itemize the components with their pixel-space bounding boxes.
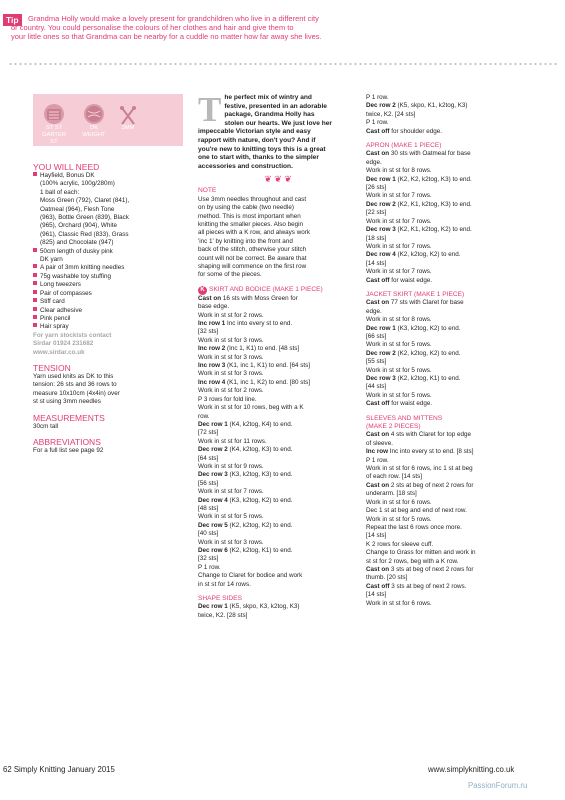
instruction-line: Dec row 1 (K4, k2tog, K4) to end.: [198, 420, 293, 428]
instruction-line: in st st for 14 rows.: [198, 580, 251, 588]
instruction-line: Cast on 16 sts with Moss Green for: [198, 294, 298, 302]
instruction-line: Inc row 4 (K1, inc 1, K2) to end. [80 sts]: [198, 378, 310, 386]
jacket-instructions: [366, 299, 531, 408]
instruction-line: [72 sts]: [198, 429, 219, 437]
dotted-divider: [8, 62, 558, 66]
text-line: method. This is most important when: [198, 212, 301, 220]
text-line: all pieces with a K row, and always work: [198, 229, 310, 237]
materials-line: 75g washable toy stuffing: [33, 273, 183, 281]
instruction-line: K 2 rows for sleeve cuff.: [366, 540, 434, 548]
sleeves-instructions: [366, 431, 531, 608]
instruction-line: Inc row 3 (K1, inc 1, K1) to end. [64 sts]: [198, 362, 310, 370]
tip-badge: Tip: [3, 14, 22, 26]
bullet-icon: [33, 273, 37, 277]
instruction-line: Dec row 1 (K5, skpo, K3, k2tog, K3): [198, 603, 300, 611]
bullet-icon: [33, 172, 37, 176]
text-line: on by using the cable (two needle): [198, 204, 294, 212]
instruction-line: Inc row Inc into every st to end. [8 sts]: [366, 448, 474, 456]
instruction-line: [55 sts]: [366, 358, 387, 366]
materials-line: DK yarn: [40, 256, 63, 264]
text-line: back of the stitch, otherwise your stitch: [198, 246, 307, 254]
instruction-line: underarm. [18 sts]: [366, 490, 417, 498]
instruction-line: Work in st st for 7 rows.: [366, 217, 432, 225]
instruction-line: edge.: [366, 158, 382, 166]
instruction-line: [14 sts]: [366, 532, 387, 540]
note-heading: NOTE: [198, 187, 217, 195]
instruction-line: twice, K2. [28 sts]: [198, 611, 248, 619]
instruction-line: row.: [198, 412, 210, 420]
instruction-line: Work in st st for 9 rows.: [198, 462, 264, 470]
text-line: one to start with, thanks to the simpler: [198, 154, 319, 162]
text-line: he perfect mix of wintry and: [224, 94, 312, 101]
materials-line: (963), Bottle Green (839), Black: [40, 214, 129, 222]
text-line: shaping will commence on the first row: [198, 263, 307, 270]
instruction-line: Work in st st for 5 rows.: [366, 366, 432, 374]
instruction-line: Work in st st for 7 rows.: [366, 192, 432, 200]
materials-line: Hair spray: [33, 323, 183, 331]
instruction-line: Work in st st for 7 rows.: [366, 242, 432, 250]
materials-line: Clear adhesive: [33, 307, 183, 315]
instruction-line: Work in st st for 5 rows.: [366, 515, 432, 523]
bullet-icon: [33, 290, 37, 294]
bodice-continued: [366, 94, 531, 136]
materials-line: (825) and Chocolate (947): [40, 239, 114, 247]
instruction-line: Inc row 2 (Inc 1, K1) to end. [48 sts]: [198, 345, 300, 353]
instruction-line: [32 sts]: [198, 555, 219, 563]
instruction-line: Cast off for waist edge.: [366, 276, 433, 284]
instruction-line: Dec row 2 (K2, k2tog, K2) to end.: [366, 349, 461, 357]
instruction-line: Work in st st for 3 rows.: [198, 370, 264, 378]
instruction-line: Work in st st for 2 rows.: [198, 311, 264, 319]
bullet-icon: [33, 248, 37, 252]
text-line: festive, presented in an adorable: [224, 102, 327, 110]
sleeves-heading: SLEEVES AND MITTENS (MAKE 2 PIECES): [366, 414, 443, 431]
tension-line: measure 10x10cm (4x4in) over: [33, 389, 120, 397]
instruction-line: Cast on 3 sts at beg of next 2 rows for: [366, 565, 474, 573]
instruction-line: Work in st st for 8 rows.: [366, 316, 432, 324]
instruction-line: [44 sts]: [366, 383, 387, 391]
instruction-line: [14 sts]: [366, 259, 387, 267]
skirt-instructions: [198, 295, 358, 589]
instruction-line: [26 sts]: [366, 184, 387, 192]
stockists-line-1: For yarn stockists contact: [33, 331, 112, 339]
measurements-heading: MEASUREMENTS: [33, 412, 105, 423]
measurements-text: 30cm tall: [33, 422, 59, 430]
footer-website: www.simplyknitting.co.uk: [428, 765, 515, 774]
tension-line: tension: 26 sts and 36 rows to: [33, 381, 117, 389]
stitch-icon: [44, 104, 64, 124]
instruction-line: Work in st st for 6 rows.: [366, 498, 432, 506]
bullet-icon: [33, 264, 37, 268]
materials-line: Oatmeal (964), Flesh Tone: [40, 205, 115, 213]
materials-line: (961), Classic Red (833), Grass: [40, 230, 129, 238]
instruction-line: Dec row 6 (K2, k2tog, K1) to end.: [198, 547, 293, 554]
materials-line: (100% acrylic, 100g/280m): [40, 180, 115, 188]
instruction-line: Work in st st for 5 rows.: [366, 341, 432, 349]
instruction-line: Work in st st for 5 rows.: [366, 391, 432, 399]
intro-paragraph: [198, 90, 358, 171]
abbreviations-heading: ABBREVIATIONS: [33, 436, 101, 447]
drop-cap: T: [198, 90, 222, 129]
instruction-line: Dec row 4 (K2, k2tog, K2) to end.: [366, 251, 461, 259]
instruction-line: Cast on 2 sts at beg of next 2 rows for: [366, 481, 474, 489]
instruction-line: P 1 row.: [366, 94, 389, 101]
instruction-line: P 1 row.: [366, 456, 389, 464]
instruction-line: of sleeve.: [366, 439, 393, 447]
instruction-line: Dec row 2 (K4, k2tog, K3) to end.: [198, 446, 293, 454]
instruction-line: [66 sts]: [366, 332, 387, 340]
materials-line: Hayfield, Bonus DK: [33, 172, 183, 180]
instruction-line: [40 sts]: [198, 530, 219, 538]
materials-line: A pair of 3mm knitting needles: [33, 264, 183, 272]
instruction-line: [22 sts]: [366, 209, 387, 217]
tip-box: [3, 14, 533, 50]
stockists-line-3: www.sirdar.co.uk: [33, 348, 85, 356]
instruction-line: twice, K2. [24 sts]: [366, 110, 416, 118]
instruction-line: Dec 1 st at beg and end of next row.: [366, 507, 467, 515]
tip-line-3: your little ones so that Grandma can be nearby for a cuddle no matter how far away she lives.: [11, 32, 322, 41]
text-line: Use 3mm needles throughout and cast: [198, 195, 307, 203]
jacket-heading: JACKET SKIRT (MAKE 1 PIECE): [366, 290, 465, 298]
right-column: [366, 94, 531, 608]
instruction-line: Cast off 3 sts at beg of next 2 rows.: [366, 582, 467, 590]
instruction-line: Work in st st for 6 rows, inc 1 st at beg: [366, 465, 473, 473]
instruction-line: Cast off for waist edge.: [366, 400, 433, 408]
instruction-line: Repeat the last 6 rows once more.: [366, 523, 462, 531]
instruction-line: Cast on 77 sts with Claret for base: [366, 299, 464, 307]
needles-icon: [118, 104, 138, 124]
instruction-line: P 3 rows for fold line.: [198, 395, 257, 403]
materials-list: [33, 172, 183, 332]
instruction-line: Cast on 30 sts with Oatmeal for base: [366, 150, 471, 158]
instruction-line: Change to Grass for mitten and work in: [366, 549, 476, 557]
left-column: [33, 162, 183, 455]
you-will-need-heading: YOU WILL NEED: [33, 162, 100, 172]
instruction-line: Dec row 3 (K3, k2tog, K3) to end.: [198, 471, 293, 479]
instruction-line: base edge.: [198, 303, 230, 311]
middle-column: [198, 90, 358, 620]
materials-line: Long tweezers: [33, 281, 183, 289]
instruction-line: st st for 2 rows, beg with a K row.: [366, 557, 459, 565]
instruction-line: [18 sts]: [366, 234, 387, 242]
watermark: PassionForum.ru: [468, 781, 528, 790]
instruction-line: P 1 row.: [366, 119, 389, 127]
instruction-line: Work in st st for 11 rows.: [198, 437, 267, 445]
text-line: count will not be correct. Be aware that: [198, 254, 307, 262]
text-line: 'inc 1' by knitting into the front and: [198, 237, 293, 245]
materials-line: 1 ball of each:: [40, 188, 80, 196]
bullet-icon: [33, 323, 37, 327]
instruction-line: Work in st st for 8 rows.: [366, 167, 432, 175]
instruction-line: [64 sts]: [198, 454, 219, 462]
instruction-line: Dec row 1 (K2, K2, k2tog, K3) to end.: [366, 175, 472, 183]
instruction-line: Work in st st for 7 rows.: [198, 488, 264, 496]
materials-line: Moss Green (792), Claret (841),: [40, 197, 130, 205]
instruction-line: Dec row 3 (K2, k2tog, K1) to end.: [366, 375, 461, 382]
text-line: package, Grandma Holly has: [224, 111, 315, 119]
apron-heading: APRON (MAKE 1 PIECE): [366, 142, 442, 150]
shape-sides-heading: SHAPE SIDES: [198, 595, 242, 603]
footer-page-info: 62 Simply Knitting January 2015: [3, 765, 115, 774]
bullet-icon: [33, 315, 37, 319]
bullet-icon: [33, 281, 37, 285]
materials-line: (965), Orchard (904), White: [40, 222, 117, 230]
materials-line: 50cm length of dusky pink: [33, 248, 183, 256]
instruction-line: of each row. [14 sts]: [366, 473, 423, 481]
k-badge-icon: K: [198, 286, 207, 295]
tension-heading: TENSION: [33, 362, 71, 373]
instruction-line: Work in st st for 7 rows.: [366, 268, 432, 276]
instruction-line: Dec row 1 (K3, k2tog, K2) to end.: [366, 324, 461, 332]
instruction-line: Work in st st for 3 rows.: [198, 336, 264, 344]
instruction-line: Work in st st for 3 rows.: [198, 353, 264, 361]
instruction-line: Cast off for shoulder edge.: [366, 127, 442, 135]
text-line: rapport with nature, don't you? And if: [198, 136, 316, 144]
icon-label-stst: ST ST GARTER ST: [41, 125, 67, 145]
apron-instructions: [366, 150, 531, 285]
icon-label-dk: DK WEIGHT: [82, 125, 106, 138]
bullet-icon: [33, 298, 37, 302]
instruction-line: Dec row 3 (K2, K1, k2tog, K2) to end.: [366, 226, 472, 234]
materials-line: Pink pencil: [33, 315, 183, 323]
yarn-ball-icon: [84, 104, 104, 124]
ornament-divider: ❦ ❦ ❦: [264, 174, 292, 185]
skirt-heading: K SKIRT AND BODICE (MAKE 1 PIECE): [198, 286, 358, 295]
bullet-icon: [33, 307, 37, 311]
instruction-line: Dec row 4 (K3, k2tog, K2) to end.: [198, 496, 293, 504]
materials-line: Pair of compasses: [33, 290, 183, 298]
instruction-line: thumb. [20 sts]: [366, 574, 408, 582]
text-line: knitting the smaller pieces. Also begin: [198, 220, 304, 228]
tension-line: st st using 3mm needles: [33, 398, 101, 406]
instruction-line: [14 sts]: [366, 591, 387, 599]
tip-line-1: Grandma Holly would make a lovely present for grandchildren who live in a different city: [28, 14, 319, 23]
instruction-line: Work in st st for 2 rows.: [198, 387, 264, 395]
instruction-line: Work in st st for 10 rows, beg with a K: [198, 404, 304, 412]
shape-sides-instructions: [198, 603, 358, 620]
text-line: you're new to knitting toys this is a great: [198, 145, 326, 153]
note-text: [198, 196, 358, 280]
instruction-line: P 1 row.: [198, 563, 221, 571]
tip-line-2: or country. You could personalise the colours of her clothes and hair and give them to: [11, 23, 294, 32]
instruction-line: Inc row 1 Inc into every st to end.: [198, 320, 293, 328]
instruction-line: [48 sts]: [198, 504, 219, 512]
text-line: stolen our hearts. We just love her: [224, 119, 332, 127]
instruction-line: [32 sts]: [198, 328, 219, 336]
text-line: accessories and construction.: [198, 162, 293, 170]
text-line: impeccable Victorian style and easy: [198, 128, 311, 136]
instruction-line: edge.: [366, 307, 382, 315]
stockists-line-2: Sirdar 01924 231682: [33, 340, 94, 348]
text-line: for some of the pieces.: [198, 271, 262, 279]
instruction-line: Dec row 5 (K2, k2tog, K2) to end.: [198, 521, 293, 529]
tension-line: Yarn used knits as DK to this: [33, 372, 114, 380]
instruction-line: Change to Claret for bodice and work: [198, 572, 303, 580]
instruction-line: Dec row 2 (K5, skpo, K1, k2tog, K3): [366, 102, 468, 110]
instruction-line: Work in st st for 5 rows.: [198, 513, 264, 521]
materials-line: Stiff card: [33, 298, 183, 306]
instruction-line: Work in st st for 3 rows.: [198, 538, 264, 546]
abbreviations-text: For a full list see page 92: [33, 446, 104, 454]
instruction-line: [56 sts]: [198, 479, 219, 487]
icon-label-3mm: 3MM: [121, 125, 135, 131]
instruction-line: Work in st st for 6 rows.: [366, 599, 432, 607]
instruction-line: Cast on 4 sts with Claret for top edge: [366, 431, 471, 439]
instruction-line: Dec row 2 (K2, K1, k2tog, K3) to end.: [366, 200, 472, 208]
